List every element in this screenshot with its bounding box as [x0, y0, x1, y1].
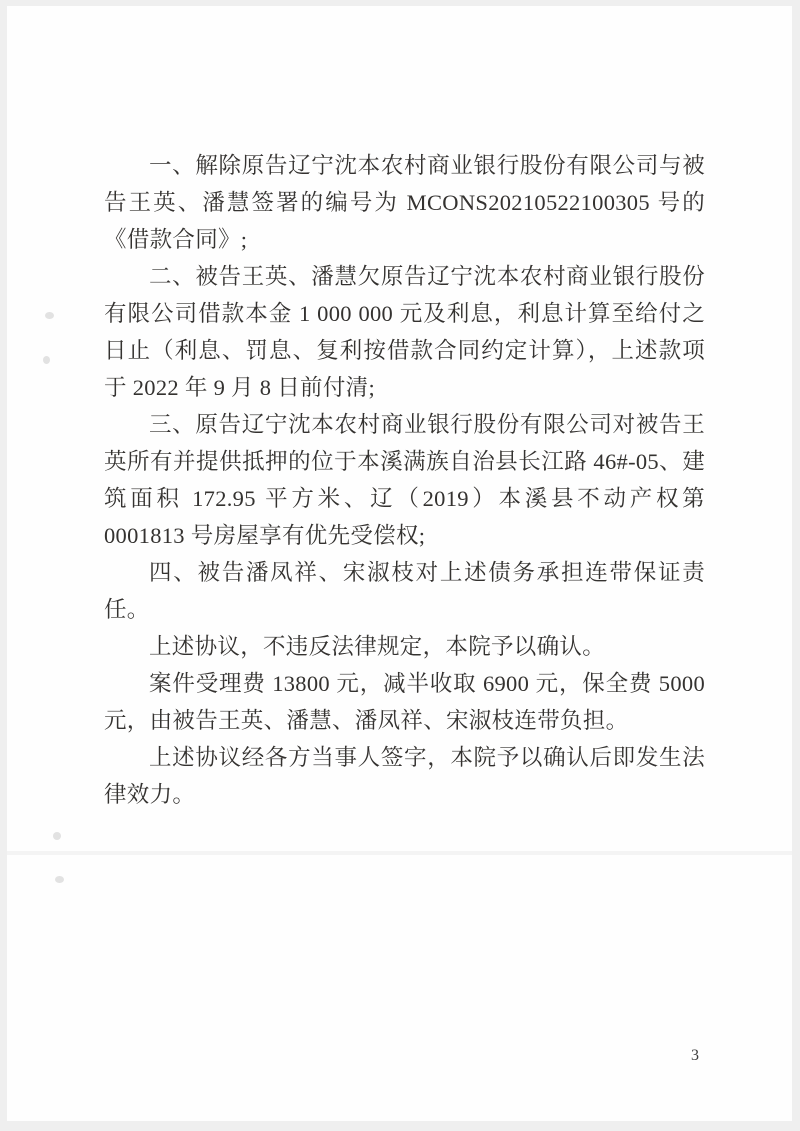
paragraph-item-5: 上述协议，不违反法律规定，本院予以确认。 — [149, 634, 606, 659]
paragraph-item-6: 案件受理费 13800 元，减半收取 6900 元，保全费 5000 元，由被告王英、潘慧、潘凤祥、宋淑枝连带负担。 — [104, 671, 705, 733]
page-number: 3 — [691, 1047, 699, 1064]
scan-artifact — [43, 356, 50, 364]
scan-artifact — [7, 851, 792, 855]
scan-artifact — [53, 832, 61, 840]
scan-artifact — [45, 312, 54, 319]
paragraph-item-7: 上述协议经各方当事人签字，本院予以确认后即发生法律效力。 — [104, 745, 705, 807]
scan-artifact — [55, 876, 64, 883]
document-page — [7, 6, 792, 1121]
paragraph-item-2: 二、被告王英、潘慧欠原告辽宁沈本农村商业银行股份有限公司借款本金 1 000 000 元及利息，利息计算至给付之日止（利息、罚息、复利按借款合同约定计算），上述款项于 2022 年 9 月 8 日前付清; — [104, 264, 705, 400]
paragraph-item-3: 三、原告辽宁沈本农村商业银行股份有限公司对被告王英所有并提供抵押的位于本溪满族自治县长江路 46#-05、建筑面积 172.95 平方米、辽（2019）本溪县不动产权第 0001813 号房屋享有优先受偿权; — [104, 412, 705, 548]
paragraph-item-1: 一、解除原告辽宁沈本农村商业银行股份有限公司与被告王英、潘慧签署的编号为 MCONS20210522100305 号的《借款合同》; — [104, 153, 705, 252]
judgment-text-block — [104, 147, 705, 813]
paragraph-item-4: 四、被告潘凤祥、宋淑枝对上述债务承担连带保证责任。 — [104, 560, 705, 622]
